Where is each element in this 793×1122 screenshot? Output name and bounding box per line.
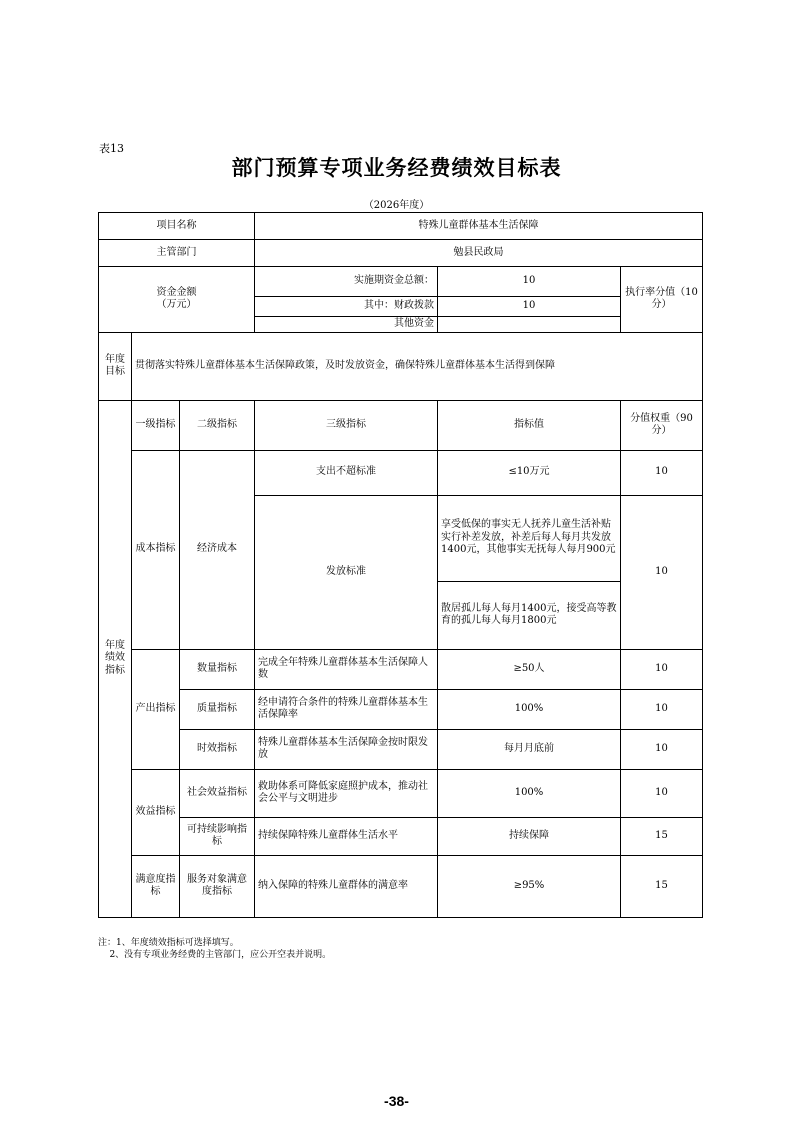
satisfaction-value: ≥95% (438, 855, 621, 917)
satisfaction-level3: 纳入保障的特殊儿童群体的满意率 (255, 855, 438, 917)
header-level2: 二级指标 (180, 400, 255, 450)
output-level3: 经申请符合条件的特殊儿童群体基本生活保障率 (255, 689, 438, 729)
performance-target-table (98, 212, 703, 918)
satisfaction-level2: 服务对象满意度指标 (180, 855, 255, 917)
indicator-section-label: 年度绩效指标 (99, 400, 132, 917)
annual-goal-text: 贯彻落实特殊儿童群体基本生活保障政策，及时发放资金，确保特殊儿童群体基本生活得到保障 (132, 332, 703, 400)
cost-level3: 支出不超标准 (255, 450, 438, 495)
output-weight: 10 (621, 729, 703, 769)
benefit-level1: 效益指标 (132, 769, 180, 855)
execution-rate-label: 执行率分值（10分） (621, 267, 703, 333)
output-value: ≥50人 (438, 649, 621, 689)
footnote-line: 2、没有专项业务经费的主管部门，应公开空表并说明。 (98, 950, 332, 961)
page-number: -38- (384, 1093, 409, 1109)
cost-value: 散居孤儿每人每月1400元，接受高等教育的孤儿每人每月1800元 (438, 581, 621, 649)
funds-label: 资金金额 （万元） (99, 267, 255, 333)
benefit-level2: 社会效益指标 (180, 769, 255, 817)
footnote-line: 注：1、年度绩效指标可选择填写。 (98, 938, 239, 948)
benefit-level3: 持续保障特殊儿童群体生活水平 (255, 817, 438, 855)
cost-value: ≤10万元 (438, 450, 621, 495)
benefit-value: 100% (438, 769, 621, 817)
benefit-weight: 15 (621, 817, 703, 855)
benefit-level3: 救助体系可降低家庭照护成本，推动社会公平与文明进步 (255, 769, 438, 817)
footnotes (98, 937, 331, 961)
fiscal-funds-label: 其中：财政拨款 (255, 297, 438, 317)
header-level1: 一级指标 (132, 400, 180, 450)
fiscal-funds-value: 10 (438, 297, 621, 317)
benefit-value: 持续保障 (438, 817, 621, 855)
output-weight: 10 (621, 649, 703, 689)
output-value: 每月月底前 (438, 729, 621, 769)
header-value: 指标值 (438, 400, 621, 450)
output-level2: 时效指标 (180, 729, 255, 769)
satisfaction-weight: 15 (621, 855, 703, 917)
total-funds-value: 10 (438, 267, 621, 297)
other-funds-label: 其他资金 (255, 317, 438, 333)
annual-goal-label: 年度目标 (99, 332, 132, 400)
cost-level2: 经济成本 (180, 450, 255, 649)
table-number-label: 表13 (99, 142, 124, 155)
output-weight: 10 (621, 689, 703, 729)
department-label: 主管部门 (99, 240, 255, 267)
total-funds-label: 实施期资金总额： (255, 267, 438, 297)
output-level1: 产出指标 (132, 649, 180, 769)
benefit-level2: 可持续影响指标 (180, 817, 255, 855)
output-level3: 完成全年特殊儿童群体基本生活保障人数 (255, 649, 438, 689)
header-level3: 三级指标 (255, 400, 438, 450)
output-level2: 数量指标 (180, 649, 255, 689)
cost-weight: 10 (621, 495, 703, 649)
output-level2: 质量指标 (180, 689, 255, 729)
project-name-value: 特殊儿童群体基本生活保障 (255, 213, 703, 240)
cost-weight: 10 (621, 450, 703, 495)
cost-level3: 发放标准 (255, 495, 438, 649)
benefit-weight: 10 (621, 769, 703, 817)
fiscal-year: （2026年度） (363, 200, 430, 211)
header-weight: 分值权重（90分） (621, 400, 703, 450)
page-title: 部门预算专项业务经费绩效目标表 (231, 156, 562, 180)
project-name-label: 项目名称 (99, 213, 255, 240)
cost-value: 享受低保的事实无人抚养儿童生活补贴实行补差发放，补差后每人每月共发放1400元，其他事实无抚每人每月900元 (438, 495, 621, 581)
department-value: 勉县民政局 (255, 240, 703, 267)
other-funds-value (438, 317, 621, 333)
satisfaction-level1: 满意度指标 (132, 855, 180, 917)
output-level3: 特殊儿童群体基本生活保障金按时限发放 (255, 729, 438, 769)
output-value: 100% (438, 689, 621, 729)
cost-level1: 成本指标 (132, 450, 180, 649)
